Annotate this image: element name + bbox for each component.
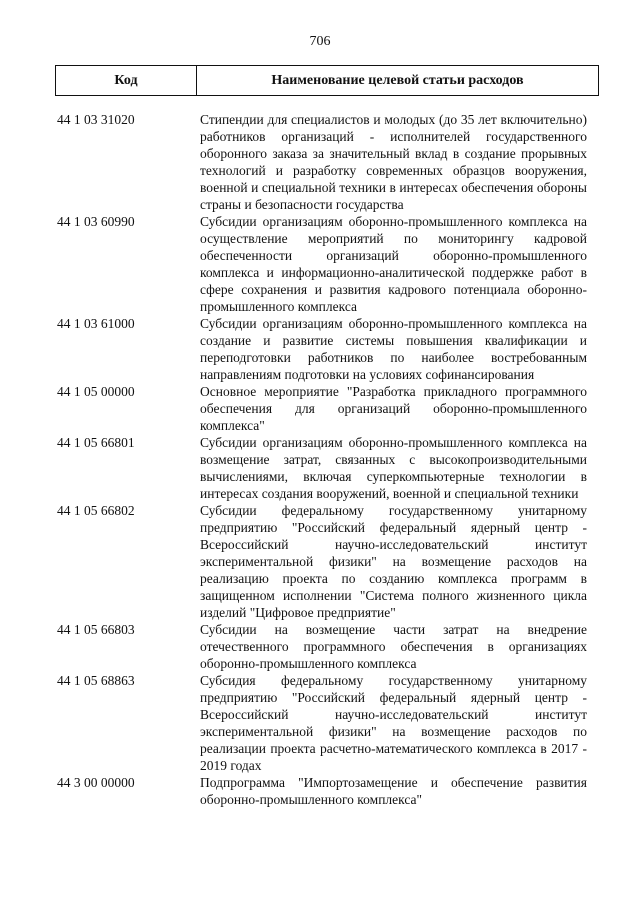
row-code: 44 1 05 66801 xyxy=(57,435,135,450)
row-text: Субсидии организациям оборонно-промышленного комплекса на осуществление мероприятий по мониторингу кадровой обеспеченности организаций оборонно-промышленного комплекса и информационно-аналитической поддержке работ в сфере сохранения и развития кадрового потенциала оборонно-промышленного комплекса xyxy=(200,214,587,314)
table-row xyxy=(57,672,587,774)
table-row xyxy=(57,213,587,315)
row-text: Основное мероприятие "Разработка прикладного программного обеспечения для организаций оборонно-промышленного комплекса" xyxy=(200,384,587,433)
row-text: Субсидии федеральному государственному унитарному предприятию "Российский федеральный ядерный центр - Всероссийский научно-исследовательский институт экспериментальной физики" на возмещение расходов на реализацию проекта по созданию комплекса программ в защищенном исполнении "Система полного жизненного цикла изделий "Цифровое предприятие" xyxy=(200,503,587,620)
row-text: Субсидии организациям оборонно-промышленного комплекса на создание и развитие системы повышения квалификации и переподготовки работников по наиболее востребованным направлениям подготовки на условиях софинансирования xyxy=(200,316,587,382)
row-code: 44 1 05 68863 xyxy=(57,673,135,688)
row-text: Стипендии для специалистов и молодых (до 35 лет включительно) работников организаций - исполнителей государственного оборонного заказа за значительный вклад в создание прорывных технологий и разработку современных образцов вооружения, военной и специальной техники в интересах обеспечения обороны страны и безопасности государства xyxy=(200,112,587,212)
row-code: 44 3 00 00000 xyxy=(57,775,135,790)
row-code: 44 1 03 61000 xyxy=(57,316,135,331)
row-text: Субсидия федеральному государственному унитарному предприятию "Российский федеральный ядерный центр - Всероссийский научно-исследовательский институт экспериментальной физики" на возмещение расходов по реализации проекта расчетно-математического комплекса в 2017 - 2019 годах xyxy=(200,673,587,773)
row-text: Подпрограмма "Импортозамещение и обеспечение развития оборонно-промышленного комплекса" xyxy=(200,775,587,807)
table-header xyxy=(55,65,599,96)
table-row xyxy=(57,111,587,213)
table-row xyxy=(57,383,587,434)
page-number: 706 xyxy=(309,34,331,49)
row-code: 44 1 03 60990 xyxy=(57,214,135,229)
header-code: Код xyxy=(56,66,197,95)
table-row xyxy=(57,621,587,672)
row-code: 44 1 03 31020 xyxy=(57,112,135,127)
table-row xyxy=(57,502,587,621)
row-code: 44 1 05 66802 xyxy=(57,503,135,518)
row-code: 44 1 05 00000 xyxy=(57,384,135,399)
row-text: Субсидии организациям оборонно-промышленного комплекса на возмещение затрат, связанных с высокопроизводительными вычислениями, включая суперкомпьютерные технологии в интересах создания вооружений, военной и специальной техники xyxy=(200,435,587,501)
table-row xyxy=(57,774,587,808)
table-body xyxy=(57,111,587,808)
row-code: 44 1 05 66803 xyxy=(57,622,135,637)
table-row xyxy=(57,434,587,502)
header-name: Наименование целевой статьи расходов xyxy=(271,72,524,88)
row-text: Субсидии на возмещение части затрат на внедрение отечественного программного обеспечения в организациях оборонно-промышленного комплекса xyxy=(200,622,587,671)
table-row xyxy=(57,315,587,383)
